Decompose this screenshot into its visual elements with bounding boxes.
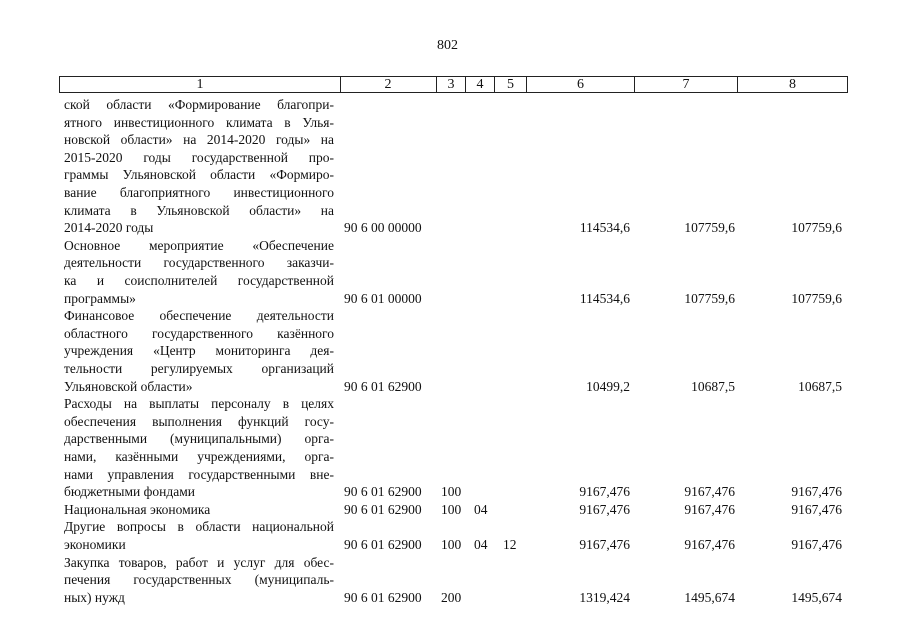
classification-code: 90 6 01 62900 — [344, 378, 422, 394]
description-line: Финансовое обеспечение деятельности — [64, 308, 334, 324]
row-description — [64, 554, 334, 607]
amount-col-8: 10687,5 — [798, 378, 842, 394]
description-line: областного государственного казённого — [64, 325, 334, 341]
classification-code: 90 6 01 62900 — [344, 501, 422, 517]
header-col-5: 5 — [495, 76, 527, 93]
table-row — [0, 501, 905, 519]
header-col-7: 7 — [635, 76, 738, 93]
amount-col-8: 1495,674 — [791, 589, 842, 605]
description-line: ка и соисполнителей государственной — [64, 272, 334, 288]
expense-type-code: 100 — [441, 501, 462, 517]
description-line: обеспечения выполнения функций госу- — [64, 413, 334, 429]
row-description — [64, 395, 334, 501]
description-line: нами, казёнными учреждениями, орга- — [64, 448, 334, 464]
table-row — [0, 554, 905, 607]
expense-type-code: 200 — [441, 589, 462, 605]
row-description — [64, 237, 334, 307]
amount-col-6: 114534,6 — [579, 290, 630, 306]
description-line: экономики — [64, 536, 126, 552]
description-line: ской области «Формирование благопри- — [64, 97, 334, 112]
description-line: нами управления государственными вне- — [64, 466, 334, 482]
amount-col-7: 9167,476 — [684, 484, 735, 500]
description-line: тельности регулируемых организаций — [64, 360, 334, 376]
table-row — [0, 96, 905, 237]
amount-col-7: 9167,476 — [684, 501, 735, 517]
section-code: 04 — [474, 536, 488, 552]
row-description — [64, 501, 334, 519]
description-line: Другие вопросы в области национальной — [64, 519, 334, 535]
description-line: дарственными (муниципальными) орга- — [64, 431, 334, 447]
description-line: граммы Ульяновской области «Формиро- — [64, 167, 334, 183]
description-line: бюджетными фондами — [64, 484, 195, 500]
amount-col-8: 107759,6 — [791, 290, 842, 306]
amount-col-6: 9167,476 — [579, 536, 630, 552]
amount-col-7: 1495,674 — [684, 589, 735, 605]
header-col-3: 3 — [437, 76, 466, 93]
section-code: 04 — [474, 501, 488, 517]
subsection-code: 12 — [503, 536, 517, 552]
header-col-6: 6 — [527, 76, 635, 93]
table-row — [0, 307, 905, 395]
description-line: Закупка товаров, работ и услуг для обес- — [64, 554, 334, 570]
description-line: новской области» на 2014-2020 годы» на — [64, 132, 334, 148]
amount-col-7: 107759,6 — [684, 220, 735, 236]
row-description — [64, 96, 334, 237]
expense-type-code: 100 — [441, 536, 462, 552]
description-line: Ульяновской области» — [64, 378, 193, 394]
table-row — [0, 518, 905, 553]
row-description — [64, 518, 334, 553]
table-row — [0, 395, 905, 501]
amount-col-8: 107759,6 — [791, 220, 842, 236]
header-col-2: 2 — [340, 76, 437, 93]
amount-col-6: 9167,476 — [579, 484, 630, 500]
description-line: печения государственных (муниципаль- — [64, 572, 334, 588]
description-line: Основное мероприятие «Обеспечение — [64, 237, 334, 253]
header-col-4: 4 — [466, 76, 495, 93]
page-number: 802 — [437, 38, 458, 53]
description-line: Национальная экономика — [64, 501, 211, 517]
table-row — [0, 237, 905, 307]
description-line: климата в Ульяновской области» на — [64, 202, 334, 218]
classification-code: 90 6 01 62900 — [344, 589, 422, 605]
description-line: ных) нужд — [64, 589, 125, 605]
amount-col-8: 9167,476 — [791, 501, 842, 517]
header-col-8: 8 — [738, 76, 848, 93]
description-line: 2015-2020 годы государственной про- — [64, 149, 334, 165]
expense-type-code: 100 — [441, 484, 462, 500]
classification-code: 90 6 01 62900 — [344, 536, 422, 552]
row-description — [64, 307, 334, 395]
table-header — [59, 76, 848, 93]
classification-code: 90 6 00 00000 — [344, 220, 422, 236]
description-line: 2014-2020 годы — [64, 220, 154, 236]
amount-col-8: 9167,476 — [791, 484, 842, 500]
description-line: вание благоприятного инвестиционного — [64, 184, 334, 200]
amount-col-6: 10499,2 — [586, 378, 630, 394]
amount-col-6: 1319,424 — [579, 589, 630, 605]
amount-col-6: 9167,476 — [579, 501, 630, 517]
classification-code: 90 6 01 00000 — [344, 290, 422, 306]
header-col-1: 1 — [59, 76, 341, 93]
description-line: программы» — [64, 290, 136, 306]
description-line: учреждения «Центр мониторинга дея- — [64, 343, 334, 359]
description-line: деятельности государственного заказчи- — [64, 255, 334, 271]
amount-col-7: 9167,476 — [684, 536, 735, 552]
amount-col-6: 114534,6 — [579, 220, 630, 236]
description-line: Расходы на выплаты персоналу в целях — [64, 396, 334, 412]
amount-col-8: 9167,476 — [791, 536, 842, 552]
amount-col-7: 10687,5 — [691, 378, 735, 394]
description-line: ятного инвестиционного климата в Улья- — [64, 114, 334, 130]
classification-code: 90 6 01 62900 — [344, 484, 422, 500]
amount-col-7: 107759,6 — [684, 290, 735, 306]
